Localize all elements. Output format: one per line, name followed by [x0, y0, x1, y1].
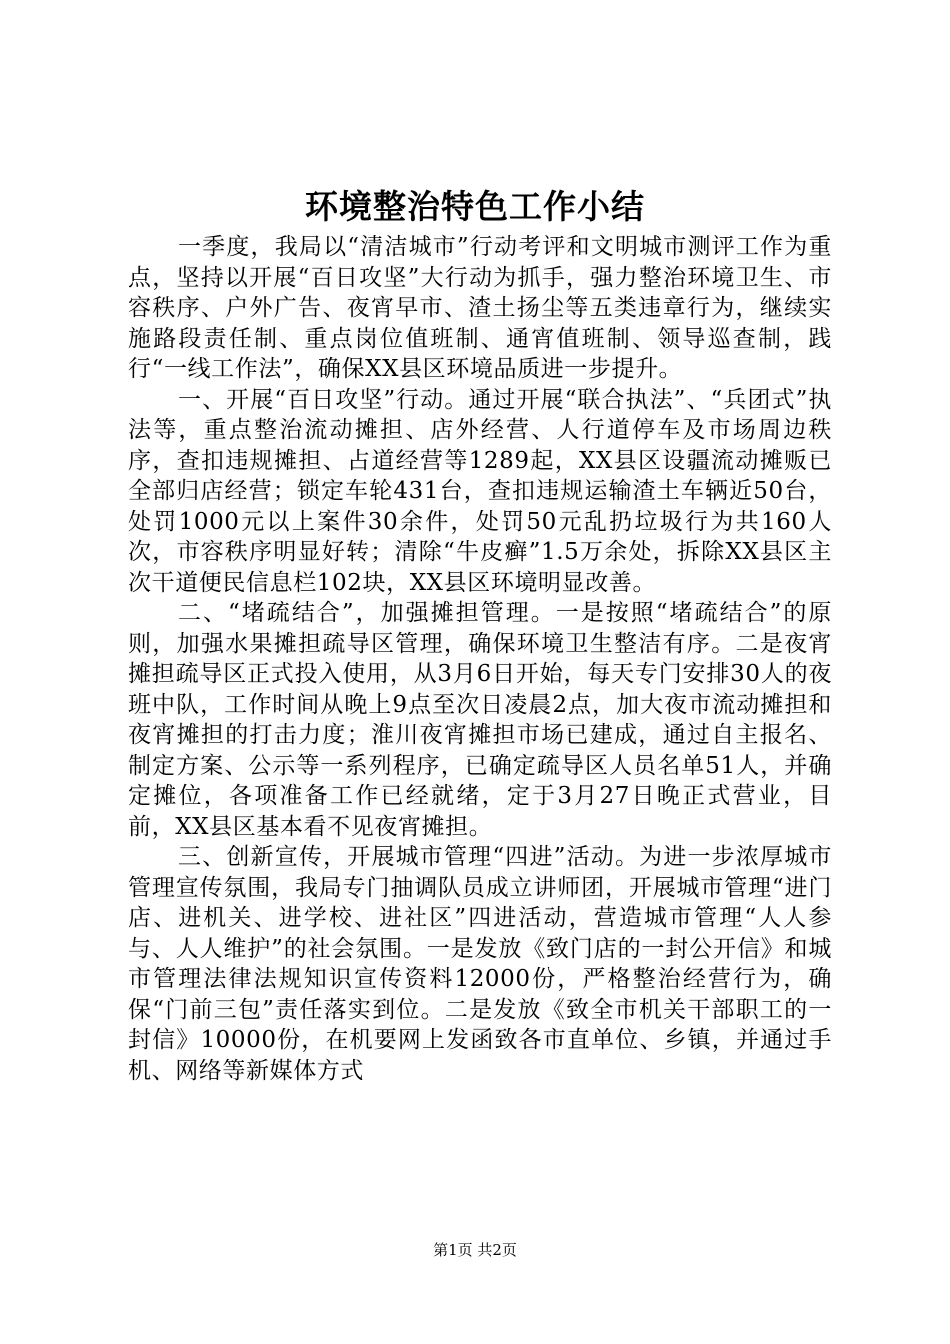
- paragraph-section-1: 一、开展“百日攻坚”行动。通过开展“联合执法”、“兵团式”执法等，重点整治流动摊担、店外经营、人行道停车及市场周边秩序，查扣违规摊担、占道经营等1289起，XX县区设疆流动摊贩已全部归店经营；锁定车轮431台，查扣违规运输渣土车辆近50台，处罚1000元以上案件30余件，处罚50元乱扔垃圾行为共160人次，市容秩序明显好转；清除“牛皮癣”1.5万余处，拆除XX县区主次干道便民信息栏102块，XX县区环境明显改善。: [128, 386, 832, 596]
- document-body: [128, 232, 832, 1086]
- paragraph-section-3: 三、创新宣传，开展城市管理“四进”活动。为进一步浓厚城市管理宣传氛围，我局专门抽调队员成立讲师团，开展城市管理“进门店、进机关、进学校、进社区”四进活动，营造城市管理“人人参与、人人维护”的社会氛围。一是发放《致门店的一封公开信》和城市管理法律法规知识宣传资料12000份，严格整治经营行为，确保“门前三包”责任落实到位。二是发放《致全市机关干部职工的一封信》10000份，在机要网上发函致各市直单位、乡镇，并通过手机、网络等新媒体方式: [128, 844, 832, 1084]
- page-footer: 第1页 共2页: [433, 1241, 517, 1259]
- document-title: 环境整治特色工作小结: [305, 187, 645, 226]
- paragraph-intro: 一季度，我局以“清洁城市”行动考评和文明城市测评工作为重点，坚持以开展“百日攻坚”大行动为抓手，强力整治环境卫生、市容秩序、户外广告、夜宵早市、渣土扬尘等五类违章行为，继续实施路段责任制、重点岗位值班制、通宵值班制、领导巡查制，践行“一线工作法”，确保XX县区环境品质进一步提升。: [128, 234, 832, 382]
- paragraph-section-2: 二、“堵疏结合”，加强摊担管理。一是按照“堵疏结合”的原则，加强水果摊担疏导区管理，确保环境卫生整洁有序。二是夜宵摊担疏导区正式投入使用，从3月6日开始，每天专门安排30人的夜班中队，工作时间从晚上9点至次日凌晨2点，加大夜市流动摊担和夜宵摊担的打击力度；淮川夜宵摊担市场已建成，通过自主报名、制定方案、公示等一系列程序，已确定疏导区人员名单51人，并确定摊位，各项准备工作已经就绪，定于3月27日晚正式营业，目前，XX县区基本看不见夜宵摊担。: [128, 600, 832, 840]
